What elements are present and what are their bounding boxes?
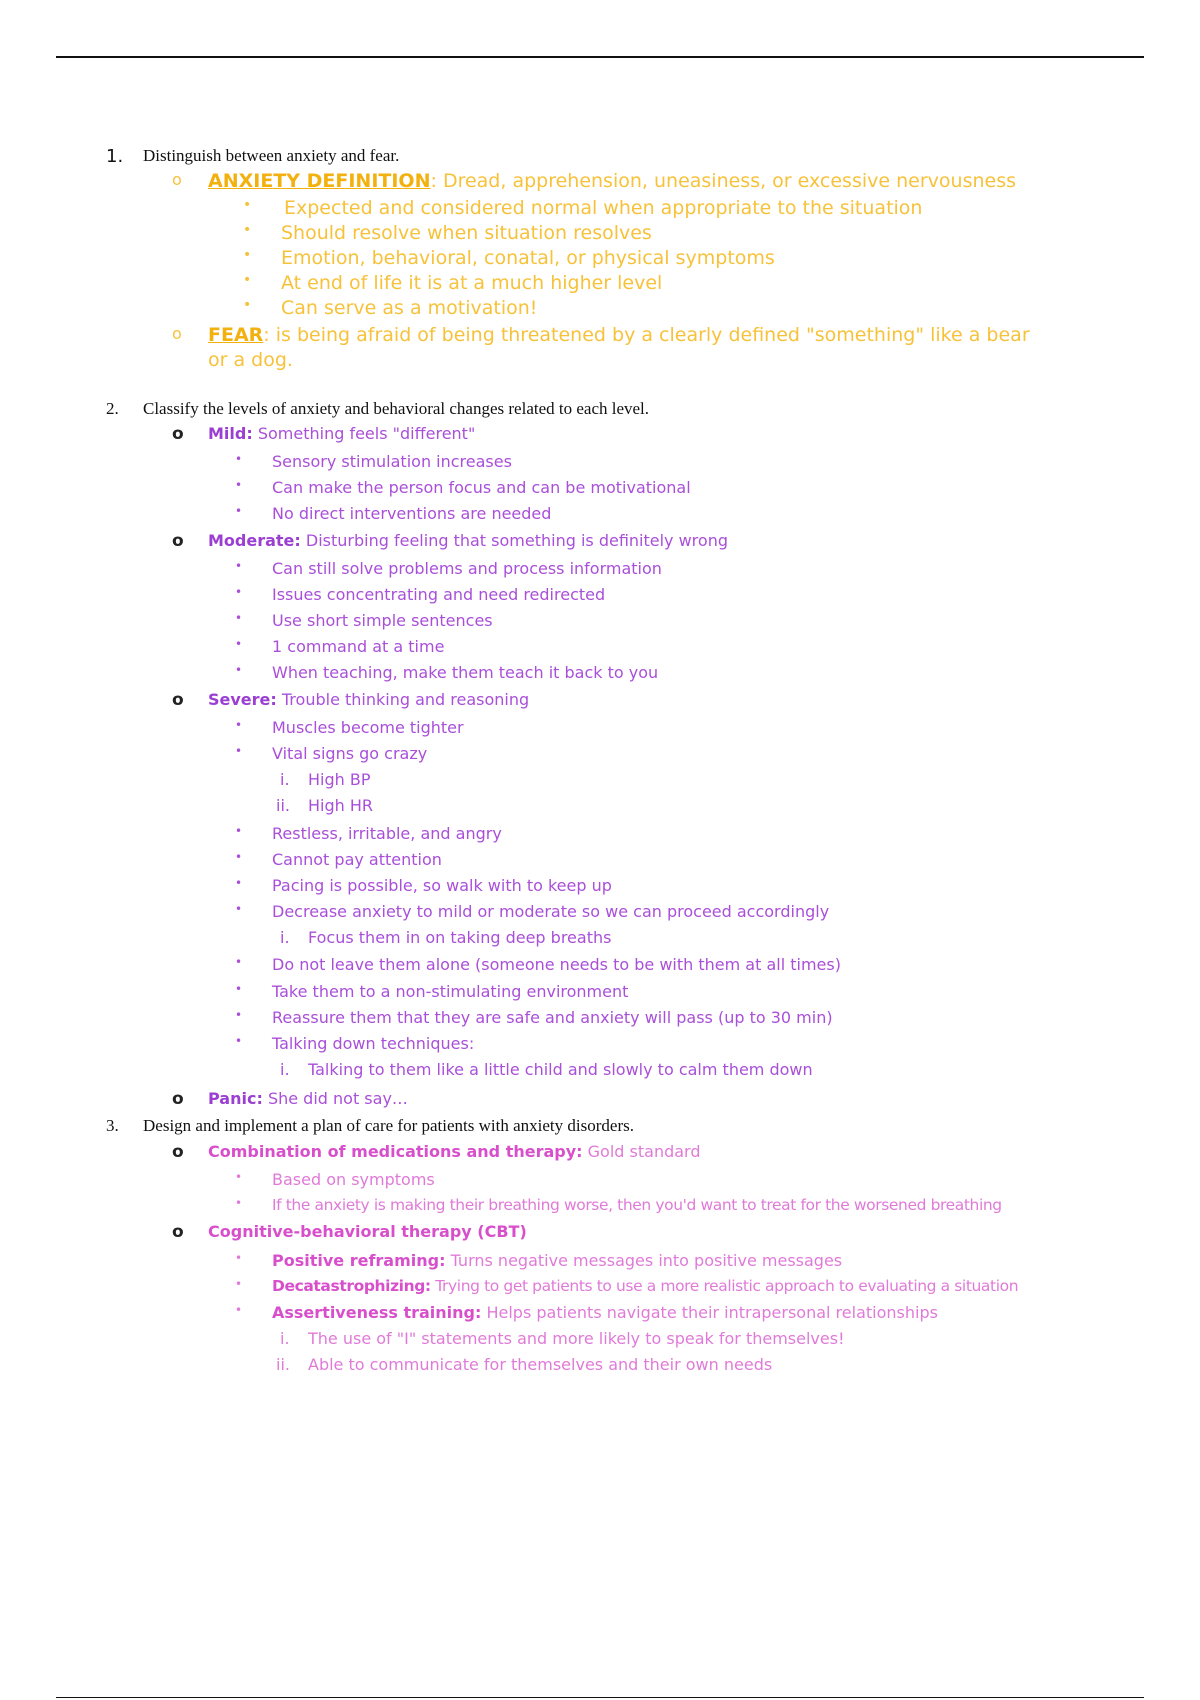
care-label: Cognitive-behavioral therapy (CBT) — [208, 1222, 527, 1241]
technique-label: Positive reframing: — [272, 1251, 446, 1270]
roman-marker: i. — [280, 1329, 290, 1348]
o-marker: o — [172, 1089, 184, 1109]
technique-text: Helps patients navigate their intrapersonal relationships — [481, 1303, 938, 1322]
technique-subpoint: The use of "I" statements and more likely to speak for themselves! — [308, 1329, 845, 1348]
bullet-marker: • — [235, 744, 243, 758]
level-point: 1 command at a time — [272, 637, 445, 656]
level-text: Disturbing feeling that something is definitely wrong — [300, 531, 728, 550]
bullet-marker: • — [243, 247, 252, 263]
technique-label: Decatastrophizing: — [272, 1277, 431, 1295]
bullet-marker: • — [235, 1008, 243, 1022]
level-text: Trouble thinking and reasoning — [276, 690, 530, 709]
roman-marker: i. — [280, 928, 290, 947]
level-point: Can still solve problems and process information — [272, 559, 662, 578]
o-marker: o — [172, 531, 184, 551]
question-text: Distinguish between anxiety and fear. — [143, 146, 400, 165]
anxiety-point: At end of life it is at a much higher level — [281, 272, 663, 294]
level-subpoint: Focus them in on taking deep breaths — [308, 928, 612, 947]
level-point: Sensory stimulation increases — [272, 452, 512, 471]
level-point: Vital signs go crazy — [272, 744, 428, 763]
bullet-marker: • — [243, 297, 252, 313]
header-rule — [56, 56, 1144, 58]
anxiety-text: : Dread, apprehension, uneasiness, or excessive nervousness — [430, 170, 1016, 192]
o-marker: o — [172, 1142, 184, 1162]
fear-label: FEAR — [208, 324, 264, 346]
technique-subpoint: Able to communicate for themselves and their own needs — [308, 1355, 773, 1374]
o-marker: o — [172, 1222, 184, 1242]
care-text: Gold standard — [582, 1142, 701, 1161]
fear-text: : is being afraid of being threatened by a clearly defined "something" like a bear — [263, 324, 1030, 346]
level-point: Can make the person focus and can be motivational — [272, 478, 691, 497]
technique-text: Turns negative messages into positive messages — [445, 1251, 843, 1270]
bullet-marker: • — [243, 197, 252, 213]
o-marker: o — [172, 324, 182, 343]
o-marker: o — [172, 690, 184, 710]
anxiety-label: ANXIETY DEFINITION — [208, 170, 431, 192]
bullet-marker: • — [235, 504, 243, 518]
bullet-marker: • — [243, 222, 252, 238]
bullet-marker: • — [235, 663, 243, 677]
level-text: She did not say… — [262, 1089, 408, 1108]
level-subpoint: High HR — [308, 796, 374, 815]
level-point: Restless, irritable, and angry — [272, 824, 502, 843]
bullet-marker: • — [243, 272, 252, 288]
bullet-marker: • — [235, 559, 243, 573]
technique-label: Assertiveness training: — [272, 1303, 482, 1322]
level-subpoint: High BP — [308, 770, 371, 789]
bullet-marker: • — [235, 982, 243, 996]
care-label: Combination of medications and therapy: — [208, 1142, 583, 1161]
o-marker: o — [172, 424, 184, 444]
level-point: Talking down techniques: — [272, 1034, 475, 1053]
level-point: Decrease anxiety to mild or moderate so we can proceed accordingly — [272, 902, 830, 921]
anxiety-point: Emotion, behavioral, conatal, or physical symptoms — [281, 247, 775, 269]
level-point: When teaching, make them teach it back to you — [272, 663, 659, 682]
level-point: Take them to a non-stimulating environment — [272, 982, 629, 1001]
level-point: Cannot pay attention — [272, 850, 442, 869]
bullet-marker: • — [235, 637, 243, 651]
o-marker: o — [172, 170, 182, 189]
level-label: Mild: — [208, 424, 253, 443]
care-point: Based on symptoms — [272, 1170, 435, 1189]
bullet-marker: • — [235, 1303, 243, 1317]
question-text: Design and implement a plan of care for patients with anxiety disorders. — [143, 1116, 634, 1135]
level-subpoint: Talking to them like a little child and slowly to calm them down — [308, 1060, 813, 1079]
bullet-marker: • — [235, 824, 243, 838]
anxiety-point: Expected and considered normal when appropriate to the situation — [284, 197, 923, 219]
level-text: Something feels "different" — [252, 424, 476, 443]
level-point: Reassure them that they are safe and anxiety will pass (up to 30 min) — [272, 1008, 833, 1027]
question-text: Classify the levels of anxiety and behavioral changes related to each level. — [143, 399, 650, 418]
level-point: No direct interventions are needed — [272, 504, 552, 523]
question-number: 2. — [106, 399, 119, 418]
level-point: Muscles become tighter — [272, 718, 464, 737]
technique-text: Trying to get patients to use a more realistic approach to evaluating a situation — [430, 1277, 1019, 1295]
bullet-marker: • — [235, 850, 243, 864]
level-point: Issues concentrating and need redirected — [272, 585, 606, 604]
roman-marker: ii. — [276, 1355, 290, 1374]
bullet-marker: • — [235, 1196, 243, 1210]
bullet-marker: • — [235, 611, 243, 625]
bullet-marker: • — [235, 1170, 243, 1184]
bullet-marker: • — [235, 876, 243, 890]
care-point: If the anxiety is making their breathing worse, then you'd want to treat for the worsened breathing — [272, 1196, 1002, 1214]
bullet-marker: • — [235, 718, 243, 732]
bullet-marker: • — [235, 1251, 243, 1265]
question-number: 3. — [106, 1116, 119, 1135]
question-number: 1. — [106, 146, 124, 167]
level-label: Moderate: — [208, 531, 301, 550]
fear-text-continued: or a dog. — [208, 349, 293, 371]
bullet-marker: • — [235, 1034, 243, 1048]
bullet-marker: • — [235, 452, 243, 466]
anxiety-point: Can serve as a motivation! — [281, 297, 538, 319]
level-label: Panic: — [208, 1089, 263, 1108]
level-point: Pacing is possible, so walk with to keep up — [272, 876, 612, 895]
bullet-marker: • — [235, 478, 243, 492]
bullet-marker: • — [235, 902, 243, 916]
level-point: Use short simple sentences — [272, 611, 493, 630]
bullet-marker: • — [235, 585, 243, 599]
level-point: Do not leave them alone (someone needs to be with them at all times) — [272, 955, 841, 974]
anxiety-point: Should resolve when situation resolves — [281, 222, 652, 244]
bullet-marker: • — [235, 1277, 243, 1291]
level-label: Severe: — [208, 690, 277, 709]
roman-marker: ii. — [276, 796, 290, 815]
bullet-marker: • — [235, 955, 243, 969]
footer-rule — [56, 1697, 1144, 1698]
roman-marker: i. — [280, 770, 290, 789]
roman-marker: i. — [280, 1060, 290, 1079]
